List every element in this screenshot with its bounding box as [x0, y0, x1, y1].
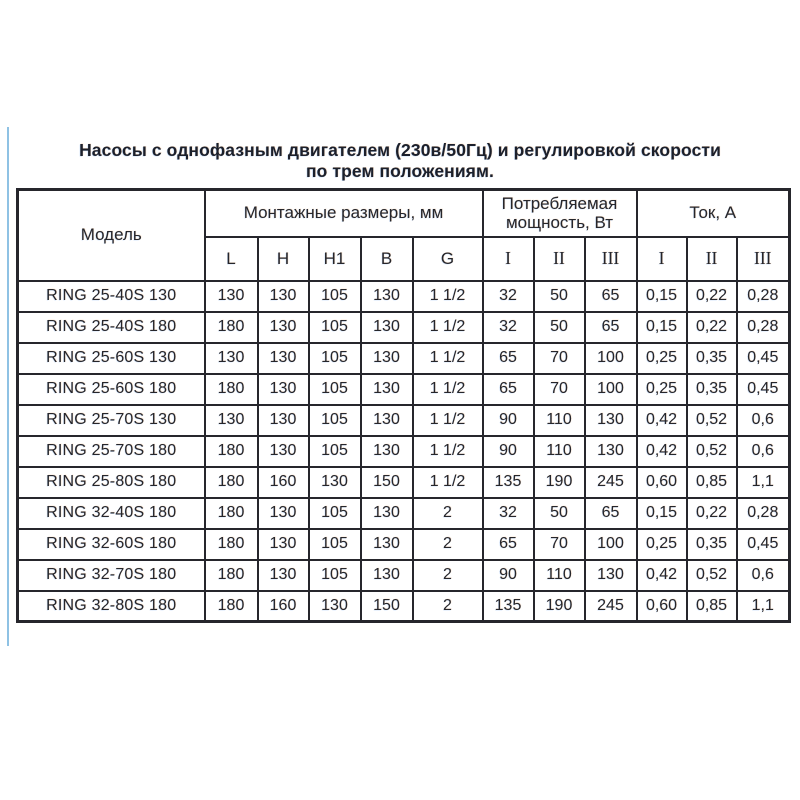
value-cell: 190	[534, 467, 585, 498]
value-cell: 130	[309, 467, 361, 498]
value-cell: 1 1/2	[413, 405, 483, 436]
model-cell: RING 25-60S 130	[18, 343, 205, 374]
value-cell: 0,35	[687, 529, 737, 560]
value-cell: 110	[534, 405, 585, 436]
value-cell: 0,60	[637, 591, 687, 622]
value-cell: 65	[483, 374, 534, 405]
col-group-current: Ток, А	[637, 190, 790, 237]
value-cell: 130	[361, 498, 413, 529]
value-cell: 130	[361, 436, 413, 467]
col-header-power-III: III	[585, 237, 637, 281]
value-cell: 130	[205, 281, 258, 312]
value-cell: 130	[361, 312, 413, 343]
value-cell: 0,45	[737, 374, 790, 405]
value-cell: 130	[585, 560, 637, 591]
pump-spec-table	[16, 188, 791, 623]
value-cell: 135	[483, 591, 534, 622]
value-cell: 130	[361, 529, 413, 560]
col-header-model: Модель	[18, 190, 205, 281]
value-cell: 160	[258, 467, 309, 498]
value-cell: 130	[258, 560, 309, 591]
value-cell: 1,1	[737, 467, 790, 498]
value-cell: 105	[309, 405, 361, 436]
model-cell: RING 32-70S 180	[18, 560, 205, 591]
model-cell: RING 25-60S 180	[18, 374, 205, 405]
value-cell: 1 1/2	[413, 281, 483, 312]
value-cell: 2	[413, 560, 483, 591]
value-cell: 0,28	[737, 312, 790, 343]
page-title	[0, 140, 800, 182]
value-cell: 130	[585, 436, 637, 467]
table-row	[18, 529, 790, 560]
value-cell: 0,42	[637, 405, 687, 436]
table-row	[18, 405, 790, 436]
value-cell: 180	[205, 436, 258, 467]
value-cell: 32	[483, 312, 534, 343]
value-cell: 105	[309, 343, 361, 374]
value-cell: 130	[258, 374, 309, 405]
value-cell: 130	[205, 343, 258, 374]
value-cell: 110	[534, 560, 585, 591]
value-cell: 1 1/2	[413, 467, 483, 498]
value-cell: 130	[205, 405, 258, 436]
value-cell: 0,22	[687, 312, 737, 343]
value-cell: 180	[205, 591, 258, 622]
value-cell: 105	[309, 281, 361, 312]
col-header-G: G	[413, 237, 483, 281]
title-line-2: по трем положениям.	[305, 161, 495, 181]
table-row	[18, 467, 790, 498]
value-cell: 105	[309, 374, 361, 405]
value-cell: 180	[205, 560, 258, 591]
model-cell: RING 32-60S 180	[18, 529, 205, 560]
value-cell: 245	[585, 591, 637, 622]
value-cell: 70	[534, 529, 585, 560]
value-cell: 2	[413, 498, 483, 529]
value-cell: 65	[585, 498, 637, 529]
value-cell: 0,25	[637, 529, 687, 560]
value-cell: 130	[309, 591, 361, 622]
value-cell: 0,15	[637, 312, 687, 343]
value-cell: 0,6	[737, 436, 790, 467]
value-cell: 130	[258, 281, 309, 312]
value-cell: 180	[205, 312, 258, 343]
value-cell: 0,45	[737, 343, 790, 374]
table-row	[18, 312, 790, 343]
value-cell: 130	[361, 560, 413, 591]
value-cell: 0,22	[687, 498, 737, 529]
value-cell: 130	[258, 343, 309, 374]
value-cell: 32	[483, 498, 534, 529]
value-cell: 1 1/2	[413, 343, 483, 374]
value-cell: 50	[534, 312, 585, 343]
value-cell: 100	[585, 343, 637, 374]
value-cell: 130	[258, 436, 309, 467]
left-accent-line	[7, 127, 9, 646]
value-cell: 0,25	[637, 374, 687, 405]
value-cell: 1 1/2	[413, 374, 483, 405]
value-cell: 130	[361, 374, 413, 405]
value-cell: 130	[361, 343, 413, 374]
value-cell: 90	[483, 560, 534, 591]
table-row	[18, 560, 790, 591]
value-cell: 65	[585, 312, 637, 343]
value-cell: 2	[413, 529, 483, 560]
col-header-power-II: II	[534, 237, 585, 281]
value-cell: 180	[205, 467, 258, 498]
value-cell: 0,15	[637, 281, 687, 312]
col-header-L: L	[205, 237, 258, 281]
value-cell: 1 1/2	[413, 436, 483, 467]
col-header-power-I: I	[483, 237, 534, 281]
value-cell: 0,52	[687, 560, 737, 591]
value-cell: 65	[585, 281, 637, 312]
value-cell: 105	[309, 312, 361, 343]
model-cell: RING 25-40S 130	[18, 281, 205, 312]
model-cell: RING 25-70S 130	[18, 405, 205, 436]
value-cell: 0,15	[637, 498, 687, 529]
value-cell: 130	[258, 498, 309, 529]
value-cell: 0,85	[687, 591, 737, 622]
value-cell: 2	[413, 591, 483, 622]
value-cell: 105	[309, 560, 361, 591]
value-cell: 32	[483, 281, 534, 312]
value-cell: 0,6	[737, 405, 790, 436]
value-cell: 0,25	[637, 343, 687, 374]
value-cell: 0,52	[687, 405, 737, 436]
value-cell: 130	[258, 405, 309, 436]
value-cell: 150	[361, 591, 413, 622]
value-cell: 160	[258, 591, 309, 622]
value-cell: 1 1/2	[413, 312, 483, 343]
model-cell: RING 32-80S 180	[18, 591, 205, 622]
value-cell: 70	[534, 374, 585, 405]
model-cell: RING 32-40S 180	[18, 498, 205, 529]
value-cell: 130	[258, 312, 309, 343]
value-cell: 245	[585, 467, 637, 498]
value-cell: 65	[483, 343, 534, 374]
table-row	[18, 343, 790, 374]
model-cell: RING 25-70S 180	[18, 436, 205, 467]
header-group-row	[18, 190, 790, 237]
model-cell: RING 25-80S 180	[18, 467, 205, 498]
table-row	[18, 436, 790, 467]
value-cell: 180	[205, 374, 258, 405]
value-cell: 130	[361, 281, 413, 312]
table-row	[18, 374, 790, 405]
value-cell: 110	[534, 436, 585, 467]
value-cell: 65	[483, 529, 534, 560]
col-group-dimensions: Монтажные размеры, мм	[205, 190, 483, 237]
value-cell: 0,85	[687, 467, 737, 498]
value-cell: 100	[585, 529, 637, 560]
value-cell: 50	[534, 498, 585, 529]
value-cell: 180	[205, 498, 258, 529]
value-cell: 0,22	[687, 281, 737, 312]
col-group-power: Потребляемая мощность, Вт	[483, 190, 637, 237]
value-cell: 70	[534, 343, 585, 374]
value-cell: 130	[258, 529, 309, 560]
value-cell: 50	[534, 281, 585, 312]
value-cell: 0,42	[637, 436, 687, 467]
table-row	[18, 498, 790, 529]
value-cell: 105	[309, 436, 361, 467]
value-cell: 190	[534, 591, 585, 622]
value-cell: 0,28	[737, 281, 790, 312]
value-cell: 105	[309, 498, 361, 529]
value-cell: 130	[585, 405, 637, 436]
value-cell: 0,45	[737, 529, 790, 560]
value-cell: 150	[361, 467, 413, 498]
value-cell: 90	[483, 436, 534, 467]
model-cell: RING 25-40S 180	[18, 312, 205, 343]
col-header-H: H	[258, 237, 309, 281]
value-cell: 0,35	[687, 374, 737, 405]
col-header-current-I: I	[637, 237, 687, 281]
value-cell: 0,28	[737, 498, 790, 529]
value-cell: 0,52	[687, 436, 737, 467]
value-cell: 0,6	[737, 560, 790, 591]
col-header-current-III: III	[737, 237, 790, 281]
value-cell: 0,42	[637, 560, 687, 591]
col-header-current-II: II	[687, 237, 737, 281]
table-row	[18, 281, 790, 312]
value-cell: 90	[483, 405, 534, 436]
value-cell: 1,1	[737, 591, 790, 622]
value-cell: 130	[361, 405, 413, 436]
table-row	[18, 591, 790, 622]
value-cell: 180	[205, 529, 258, 560]
value-cell: 135	[483, 467, 534, 498]
value-cell: 105	[309, 529, 361, 560]
col-header-H1: H1	[309, 237, 361, 281]
value-cell: 0,35	[687, 343, 737, 374]
col-header-B: B	[361, 237, 413, 281]
title-line-1: Насосы с однофазным двигателем (230в/50Гц) и регулировкой скорости	[79, 140, 721, 160]
value-cell: 100	[585, 374, 637, 405]
value-cell: 0,60	[637, 467, 687, 498]
